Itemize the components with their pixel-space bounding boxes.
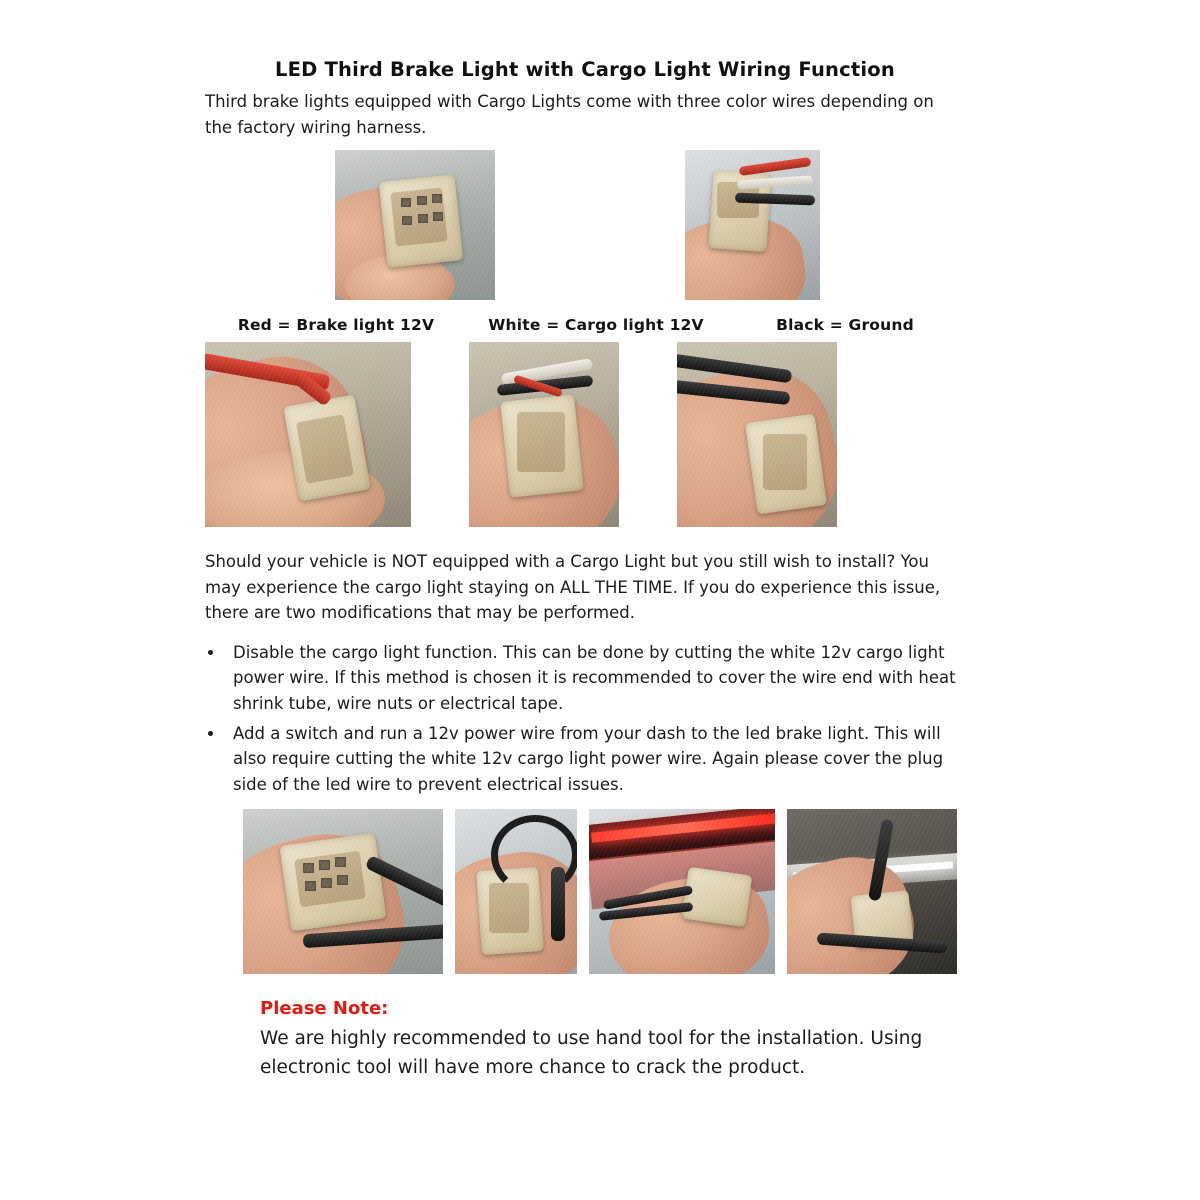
note-title: Please Note:: [260, 998, 389, 1020]
label-white-wire: White = Cargo light 12V: [488, 316, 704, 335]
note-body: We are highly recommended to use hand tool for the installation. Using electronic tool will have more chance to crack the product.: [260, 1028, 923, 1078]
document-content: [205, 58, 965, 1083]
page-title: LED Third Brake Light with Cargo Light Wiring Function: [275, 58, 895, 81]
list-item: • Disable the cargo light function. This can be done by cutting the white 12v cargo light power wire. If this method is chosen it is recommended to cover the wire end with heat shrink tube, wire nuts or electrical tape.: [225, 640, 965, 717]
label-red-wire: Red = Brake light 12V: [237, 316, 435, 335]
list-item: • Add a switch and run a 12v power wire from your dash to the led brake light. This will also require cutting the white 12v cargo light power wire. Again please cover the plug side of the led wire to prevent electrical issues.: [225, 721, 965, 798]
photo-row-bottom: [205, 809, 965, 974]
photo-led-bar-lit-white: [787, 809, 957, 974]
please-note-block: [260, 998, 965, 1082]
photo-connector-pins-closeup: [243, 809, 443, 974]
photo-row-middle: [205, 342, 965, 527]
photo-led-bar-lit-red: [589, 809, 775, 974]
photo-connector-with-wires: [685, 150, 820, 300]
photo-connector-front-empty: [335, 150, 495, 300]
intro-paragraph: Third brake lights equipped with Cargo Lights come with three color wires depending on the factory wiring harness.: [205, 92, 934, 137]
photo-row-top: [205, 150, 965, 300]
paragraph-modifications: Should your vehicle is NOT equipped with a Cargo Light but you still wish to install? You may experience the cargo light staying on ALL THE TIME. If you do experience this issue, there are two modifications that may be performed.: [205, 552, 941, 623]
wire-label-row: [205, 316, 965, 334]
photo-connector-black-wire-loop: [455, 809, 577, 974]
photo-red-wire-connector: [205, 342, 411, 527]
photo-black-wire-connector: [677, 342, 837, 527]
photo-white-wire-connector: [469, 342, 619, 527]
modification-list: [205, 640, 965, 797]
label-black-wire: Black = Ground: [776, 316, 914, 335]
